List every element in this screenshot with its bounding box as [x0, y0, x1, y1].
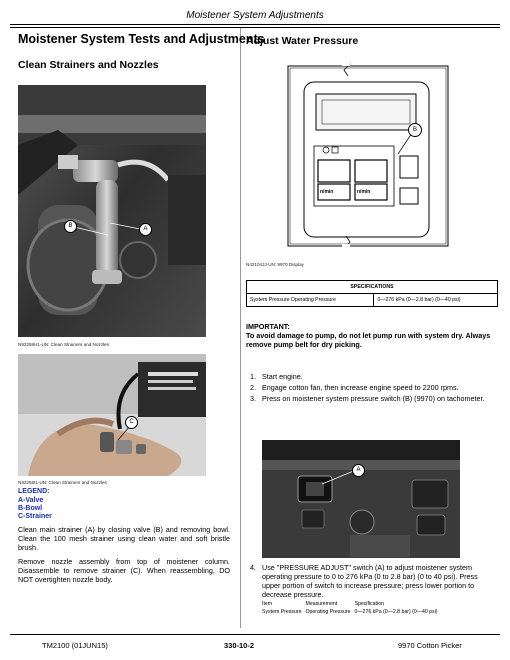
display-button-label-2: n/min — [357, 189, 371, 195]
step-3: 3. Press on moistener system pressure switch (B) (9970) on tachometer. — [250, 394, 485, 403]
header-rule-2 — [10, 27, 500, 28]
footer-doc-id: TM2100 (01JUN15) — [42, 641, 108, 650]
spec-table-header: SPECIFICATIONS — [247, 281, 498, 294]
callout-b-display: B — [408, 123, 422, 137]
steps-list — [250, 372, 498, 405]
paragraph-clean-strainer: Clean main strainer (A) by closing valve (B) and removing bowl. Clean the 100 mesh strainer using clean water and soft bristle brush. — [18, 525, 230, 552]
callout-a-photo1: A — [139, 223, 152, 236]
display-caption: N42104JJ-UN: 9970 Display — [246, 262, 304, 267]
callout-b-photo1: B — [64, 220, 77, 233]
legend-item-b: B-Bowl — [18, 505, 43, 512]
spec2-cell-measurement: Operating Pressure — [305, 609, 351, 615]
section-title: Moistener System Tests and Adjustments — [18, 32, 265, 46]
legend-item-a: A-Valve — [18, 497, 44, 504]
footer-product-name: 9970 Cotton Picker — [398, 641, 462, 650]
legend-item-c: C-Strainer — [18, 513, 52, 520]
paragraph-remove-nozzle: Remove nozzle assembly from top of moistener column. Disassemble to remove strainer (C). When reassembling, DO NOT overtighten nozzle body. — [18, 557, 230, 584]
spec2-header-specification: Specification — [354, 601, 384, 607]
step-2: 2. Engage cotton fan, then increase engine speed to 2200 rpms. — [250, 383, 459, 392]
callout-c-photo2: C — [125, 416, 138, 429]
header-rule — [10, 24, 500, 25]
footer-page-number: 330-10-2 — [224, 641, 255, 650]
spec-table — [246, 280, 498, 307]
display-button-label-1: n/min — [320, 189, 334, 195]
switch-panel-photo — [262, 440, 460, 558]
subsection-title: Clean Strainers and Nozzles — [18, 59, 159, 71]
page-header-title: Moistener System Adjustments — [186, 10, 324, 21]
right-section-title: Adjust Water Pressure — [246, 35, 359, 47]
spec2-header-measurement: Measurement — [305, 601, 338, 607]
spec-cell-item: System Pressure Operating Pressure — [247, 294, 374, 307]
column-divider — [240, 28, 241, 628]
spec-table-2 — [262, 600, 442, 616]
nozzle-photo — [18, 354, 206, 476]
spec-cell-value: 0—276 kPa (0—2.8 bar) (0—40 psi) — [374, 294, 498, 307]
spec2-cell-specification: 0—276 kPa (0—2.8 bar) (0—40 psi) — [354, 609, 438, 615]
image1-caption: N92258H1-UN: Clean Strainers and Nozzles — [18, 342, 109, 347]
important-text: To avoid damage to pump, do not let pump run with system dry. Always remove pump belt for dry picking. — [246, 331, 491, 349]
step-4: 4. Use "PRESSURE ADJUST" switch (A) to adjust moistener system operating pressure to 0 to 276 kPa (0 to 2.8 bar) (0 to 40 psi). Press upper portion of switch to increase pressure; press lower portion to decrease pressure. — [250, 563, 478, 599]
footer-rule — [10, 634, 500, 635]
spec2-cell-item: System Pressure — [262, 609, 302, 615]
step-4-list — [250, 563, 498, 601]
spec2-header-item: Item — [262, 601, 273, 607]
display-diagram — [248, 58, 498, 254]
callout-a-photo3: A — [352, 464, 365, 477]
step-1: 1. Start engine. — [250, 372, 303, 381]
important-title: IMPORTANT: — [246, 322, 290, 331]
strainer-photo — [18, 85, 206, 337]
legend-title: LEGEND: — [18, 488, 50, 495]
image2-caption: N92258I1-UN: Clean Strainers and Nozzles — [18, 480, 107, 485]
